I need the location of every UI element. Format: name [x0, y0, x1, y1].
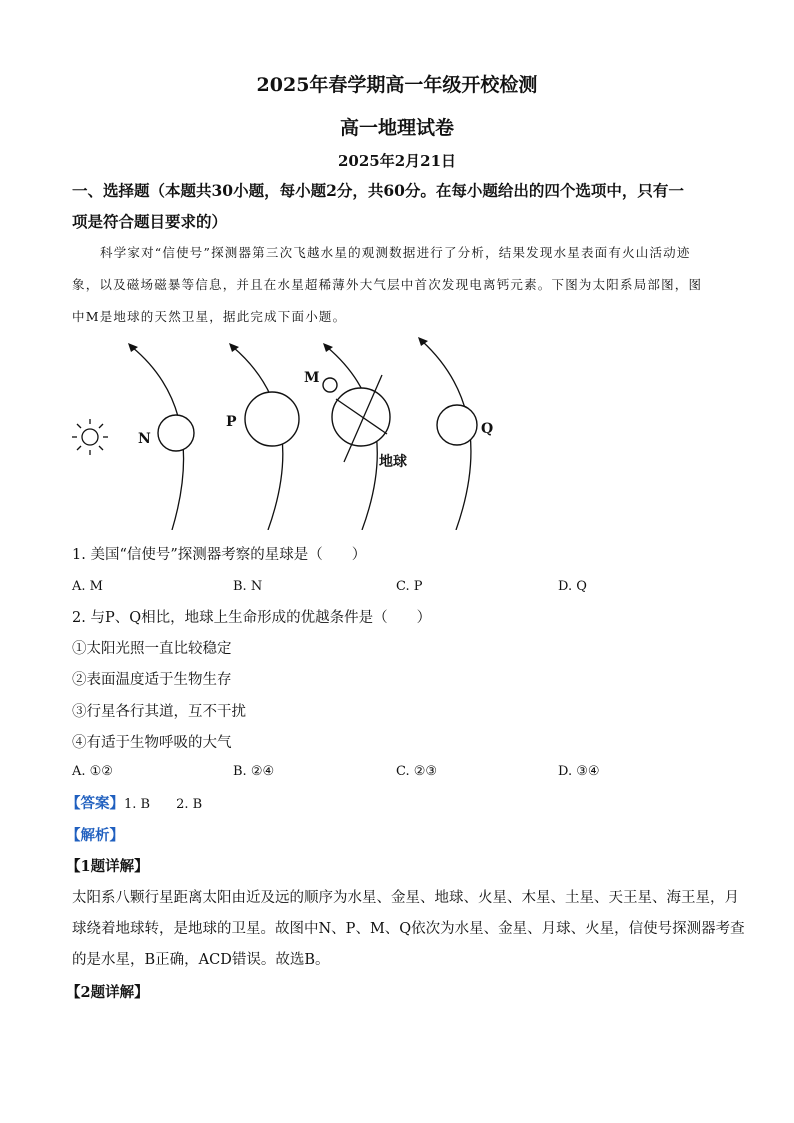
q1-option-c: C. P [396, 579, 423, 594]
question-2-stem: 2. 与P、Q相比，地球上生命形成的优越条件是（ ） [72, 610, 432, 626]
detail-1-tag: 【1题详解】 [66, 858, 149, 875]
analysis-block [66, 826, 124, 846]
section-heading-line2: 项是符合题目要求的） [72, 212, 228, 231]
q2-statement-3: ③行星各行其道，互不干扰 [72, 704, 246, 720]
q2-option-a: A. ①② [72, 764, 113, 779]
sun-icon [72, 419, 108, 455]
intro-line1: 科学家对“信使号”探测器第三次飞越水星的观测数据进行了分析，结果发现水星表面有火山活动迹 [100, 245, 691, 260]
section-heading-line1: 一、选择题（本题共30小题，每小题2分，共60分。在每小题给出的四个选项中，只有一 [72, 181, 684, 200]
q2-statement-1: ①太阳光照一直比较稳定 [72, 641, 232, 657]
q1-option-a: A. M [72, 579, 103, 594]
answer-text: 1. B 2. B [124, 797, 203, 812]
q2-option-d: D. ③④ [558, 764, 600, 779]
detail-2-tag: 【2题详解】 [66, 984, 149, 1001]
exam-date: 2025年2月21日 [337, 152, 457, 170]
solar-system-figure [60, 335, 520, 530]
question-1-stem: 1. 美国“信使号”探测器考察的星球是（ ） [72, 547, 367, 563]
detail-1-line1: 太阳系八颗行星距离太阳由近及远的顺序为水星、金星、地球、火星、木星、土星、天王星、海王星，月 [72, 890, 739, 906]
planet-q [437, 405, 477, 445]
label-q: Q [481, 421, 494, 437]
planet-earth [332, 388, 390, 446]
label-earth: 地球 [379, 454, 407, 470]
q1-option-d: D. Q [558, 579, 587, 594]
planet-n [158, 415, 194, 451]
q1-option-b: B. N [233, 579, 263, 594]
intro-line3: 中M是地球的天然卫星，据此完成下面小题。 [72, 309, 347, 324]
answer-tag: 【答案】 [66, 795, 124, 812]
q2-statement-4: ④有适于生物呼吸的大气 [72, 735, 232, 751]
detail-1-line2: 球绕着地球转，是地球的卫星。故图中N、P、M、Q依次为水星、金星、月球、火星，信使号探测器考查 [72, 921, 745, 937]
planet-p [245, 392, 299, 446]
label-n: N [138, 431, 151, 447]
label-p: P [226, 414, 237, 430]
exam-title: 2025年春学期高一年级开校检测 [256, 74, 538, 96]
q2-statement-2: ②表面温度适于生物生存 [72, 672, 232, 688]
answer-block [66, 794, 202, 815]
q2-option-c: C. ②③ [396, 764, 438, 779]
moon-m [323, 378, 337, 392]
analysis-tag: 【解析】 [66, 827, 124, 844]
intro-line2: 象，以及磁场磁暴等信息，并且在水星超稀薄外大气层中首次发现电离钙元素。下图为太阳系局部图，图 [72, 277, 703, 292]
exam-subtitle: 高一地理试卷 [339, 117, 454, 139]
q2-option-b: B. ②④ [233, 764, 275, 779]
label-m: M [304, 370, 320, 386]
detail-1-line3: 的是水星，B正确，ACD错误。故选B。 [72, 952, 330, 968]
